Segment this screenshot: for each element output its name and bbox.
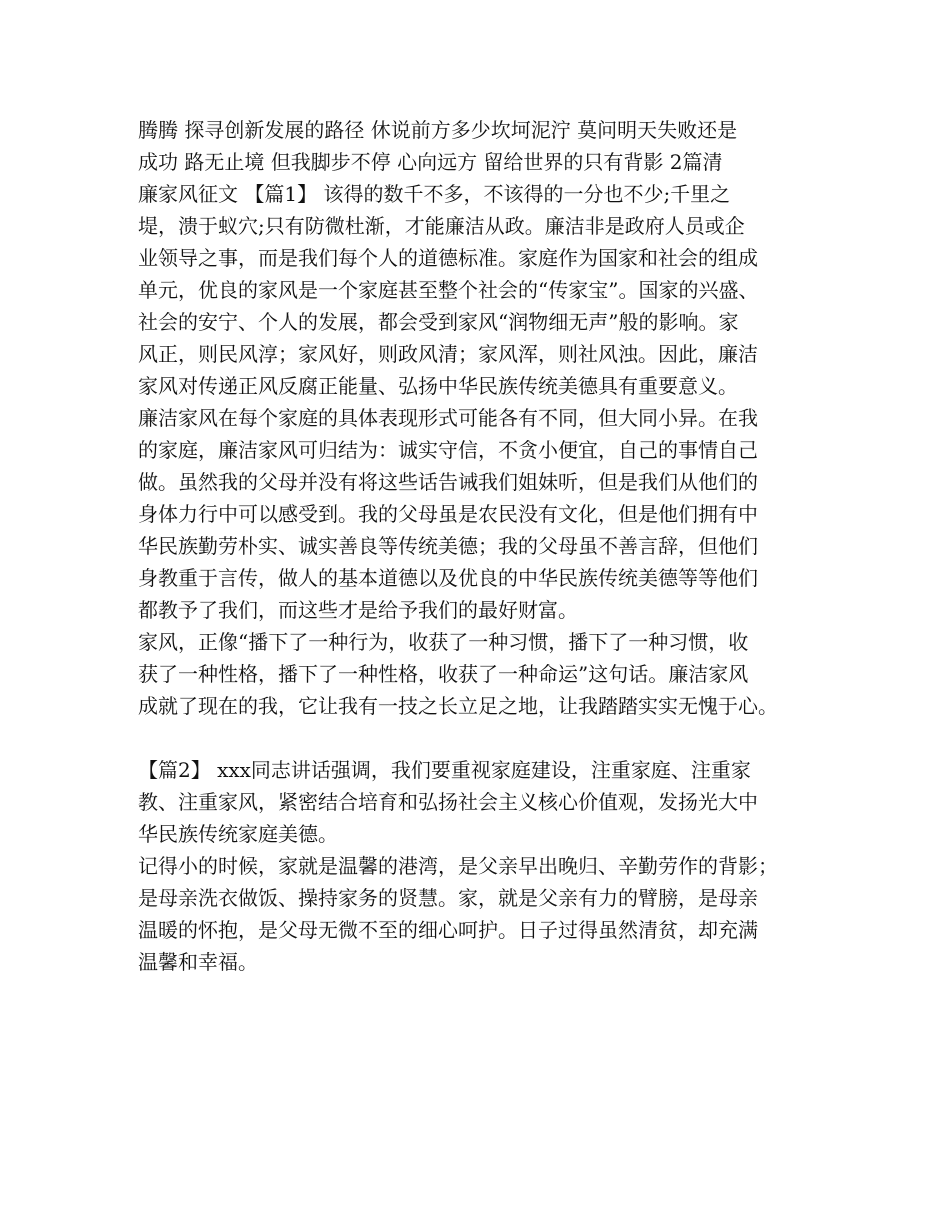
text-line: 获了一种性格，播下了一种性格，收获了一种命运”这句话。廉洁家风 — [138, 662, 749, 686]
text-line: 温暖的怀抱，是父母无微不至的细心呵护。日子过得虽然清贫，却充满 — [138, 918, 758, 942]
text-line: 社会的安宁、个人的发展，都会受到家风“润物细无声”般的影响。家 — [138, 310, 739, 334]
text-line: 教、注重家风，紧密结合培育和弘扬社会主义核心价值观，发扬光大中 — [138, 790, 758, 814]
text-line: 【篇2】 xxx同志讲话强调，我们要重视家庭建设，注重家庭、注重家 — [138, 758, 751, 782]
text-line: 单元，优良的家风是一个家庭甚至整个社会的“传家宝”。国家的兴盛、 — [138, 278, 759, 302]
text-line: 成功 路无止境 但我脚步不停 心向远方 留给世界的只有背影 2篇清 — [138, 150, 723, 174]
blank-line — [138, 722, 838, 754]
text-line: 廉洁家风在每个家庭的具体表现形式可能各有不同，但大同小异。在我 — [138, 406, 758, 430]
text-line: 身体力行中可以感受到。我的父母虽是农民没有文化，但是他们拥有中 — [138, 502, 758, 526]
text-line: 做。虽然我的父母并没有将这些话告诫我们姐妹听，但是我们从他们的 — [138, 470, 758, 494]
text-line: 的家庭，廉洁家风可归结为：诚实守信，不贪小便宜，自己的事情自己 — [138, 438, 758, 462]
text-line: 风正，则民风淳；家风好，则政风清；家风浑，则社风浊。因此，廉洁 — [138, 342, 758, 366]
text-line: 家风，正像“播下了一种行为，收获了一种习惯，播下了一种习惯，收 — [138, 630, 749, 654]
text-line: 廉家风征文 【篇1】 该得的数千不多，不该得的一分也不少;千里之 — [138, 182, 731, 206]
text-line: 堤，溃于蚁穴;只有防微杜渐，才能廉洁从政。廉洁非是政府人员或企 — [138, 214, 745, 238]
text-line: 成就了现在的我，它让我有一技之长立足之地，让我踏踏实实无愧于心。 — [138, 694, 778, 718]
text-line: 华民族传统家庭美德。 — [138, 822, 338, 846]
text-line: 都教予了我们，而这些才是给予我们的最好财富。 — [138, 598, 578, 622]
text-line: 身教重于言传，做人的基本道德以及优良的中华民族传统美德等等他们 — [138, 566, 758, 590]
text-line: 家风对传递正风反腐正能量、弘扬中华民族传统美德具有重要意义。 — [138, 374, 738, 398]
text-line: 温馨和幸福。 — [138, 950, 258, 974]
text-line: 是母亲洗衣做饭、操持家务的贤慧。家，就是父亲有力的臂膀，是母亲 — [138, 886, 758, 910]
document-body — [138, 114, 838, 978]
text-line: 业领导之事，而是我们每个人的道德标准。家庭作为国家和社会的组成 — [138, 246, 758, 270]
text-line: 华民族勤劳朴实、诚实善良等传统美德；我的父母虽不善言辞，但他们 — [138, 534, 758, 558]
text-line: 腾腾 探寻创新发展的路径 休说前方多少坎坷泥泞 莫问明天失败还是 — [138, 118, 738, 142]
text-line: 记得小的时候，家就是温馨的港湾，是父亲早出晚归、辛勤劳作的背影； — [138, 854, 778, 878]
